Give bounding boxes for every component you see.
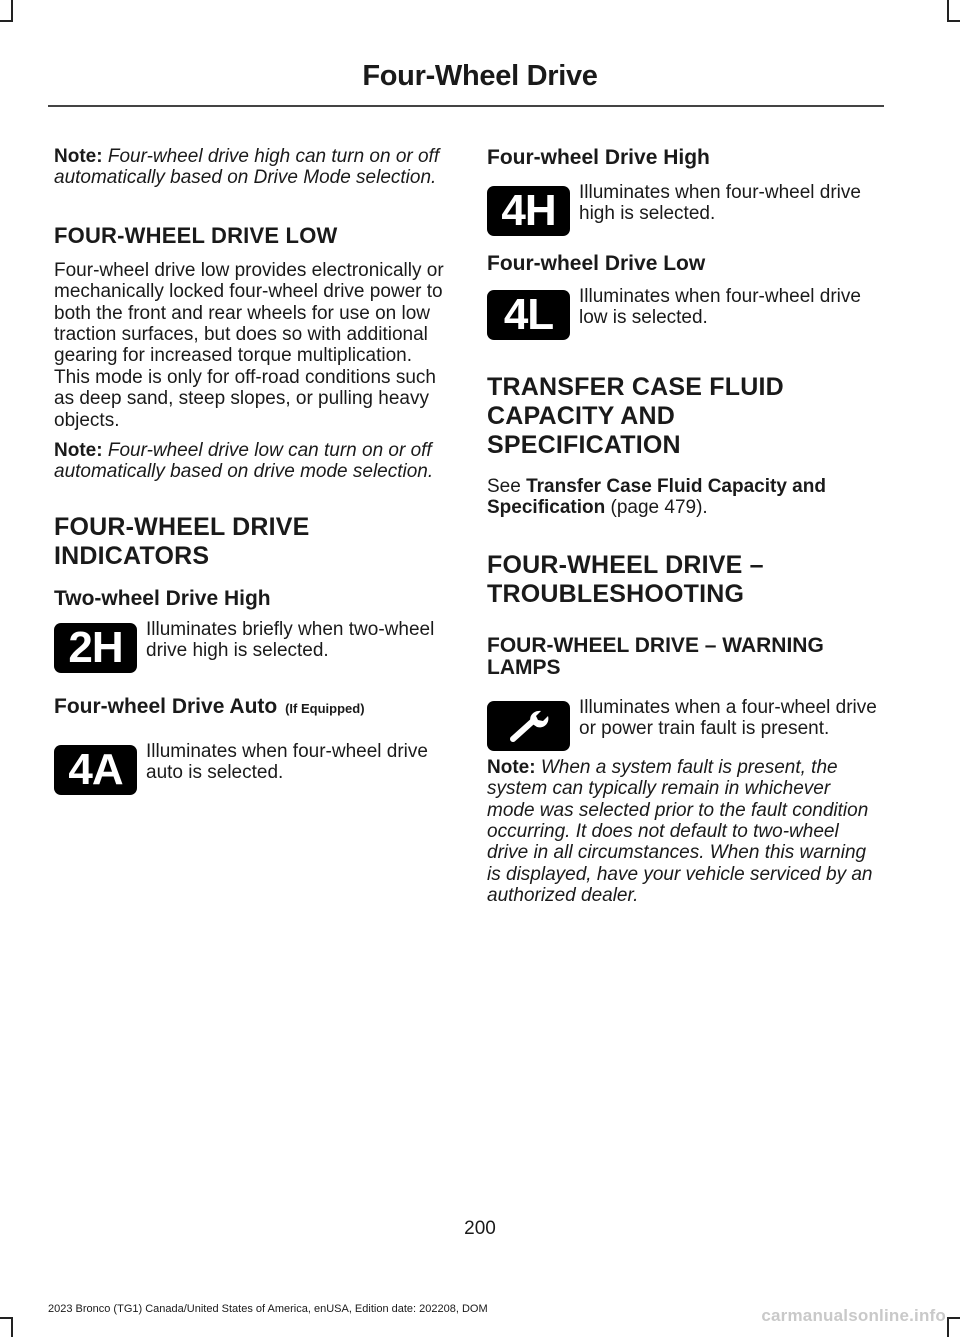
- lamp-4l-icon: 4L: [487, 290, 570, 340]
- crop-mark: [947, 0, 949, 22]
- heading-four-wheel-high: Four-wheel Drive High: [487, 146, 710, 169]
- heading-line: FOUR-WHEEL DRIVE –: [487, 550, 764, 579]
- right-column: [487, 146, 882, 907]
- indicator-warning-lamp: [487, 696, 882, 751]
- heading-line: SPECIFICATION: [487, 431, 681, 459]
- page-number: 200: [464, 1218, 496, 1239]
- note-text: Four-wheel drive high can turn on or off automatically based on Drive Mode selection.: [54, 146, 440, 189]
- heading-four-wheel-auto: [54, 695, 449, 721]
- indicator-four-wheel-low: [487, 286, 882, 340]
- indicator-description: Illuminates when four-wheel drive high is selected.: [579, 182, 861, 225]
- wrench-icon: [503, 708, 555, 744]
- heading-text: Four-wheel Drive Auto: [54, 694, 278, 718]
- lamp-4h-icon: 4H: [487, 186, 570, 236]
- note-text: Four-wheel drive low can turn on or off automatically based on drive mode selection.: [54, 440, 434, 483]
- heading-line: INDICATORS: [54, 541, 210, 570]
- see-text: See: [487, 476, 521, 497]
- heading-transfer-case: [487, 373, 882, 460]
- lamp-2h-icon: 2H: [54, 623, 137, 673]
- if-equipped-label: (If Equipped): [285, 700, 365, 716]
- heading-indicators: [54, 513, 449, 571]
- note-drive-mode-low: [54, 440, 449, 483]
- indicator-two-wheel-high: [54, 618, 449, 673]
- heading-line: CAPACITY AND: [487, 402, 676, 430]
- heading-four-wheel-low: Four-wheel Drive Low: [487, 252, 706, 275]
- heading-line: FOUR-WHEEL DRIVE: [54, 512, 310, 541]
- crop-mark: [11, 0, 13, 22]
- note-label: Note:: [54, 146, 103, 167]
- crop-mark: [0, 20, 13, 22]
- indicator-description: Illuminates when four-wheel drive auto is selected.: [146, 740, 428, 784]
- watermark: carmanualsonline.info: [761, 1306, 946, 1325]
- page-title: Four-Wheel Drive: [362, 60, 598, 92]
- note-system-fault: [487, 757, 882, 907]
- heading-troubleshooting: [487, 551, 882, 609]
- heading-two-wheel-high: Two-wheel Drive High: [54, 586, 271, 610]
- note-text: When a system fault is present, the system can typically remain in whichever mode was selected prior to the fault condition occurring. It does not default to two-wheel drive in all circumstances. When this warning is displayed, have your vehicle serviced by an authorized dealer.: [487, 756, 873, 907]
- heading-line: TRANSFER CASE FLUID: [487, 373, 784, 401]
- left-column: [54, 146, 449, 795]
- crop-mark: [11, 1317, 13, 1337]
- cross-reference-link[interactable]: Transfer Case Fluid Capacity and Specification: [487, 476, 826, 519]
- body-four-wheel-drive-low: Four-wheel drive low provides electronically or mechanically locked four-wheel drive power to both the front and rear wheels for use on low traction surfaces, but does so with additional gearing for increased torque multiplication. This mode is only for off-road conditions such as deep sand, steep slopes, or pulling heavy objects.: [54, 259, 444, 431]
- crop-mark: [947, 1317, 949, 1337]
- wrench-icon: [487, 701, 570, 751]
- note-label: Note:: [54, 440, 103, 462]
- heading-four-wheel-drive-low: FOUR-WHEEL DRIVE LOW: [54, 222, 338, 248]
- indicator-description: Illuminates when four-wheel drive low is selected.: [579, 286, 861, 329]
- lamp-4a-icon: 4A: [54, 745, 137, 795]
- footer-edition: 2023 Bronco (TG1) Canada/United States of America, enUSA, Edition date: 202208, DOM: [48, 1303, 488, 1315]
- page-reference: (page 479).: [610, 497, 708, 519]
- note-drive-mode: [54, 146, 449, 189]
- indicator-description: Illuminates when a four-wheel drive or power train fault is present.: [579, 696, 877, 740]
- note-label: Note:: [487, 756, 536, 778]
- indicator-four-wheel-auto: [54, 740, 449, 795]
- indicator-description: Illuminates briefly when two-wheel drive high is selected.: [146, 618, 435, 662]
- crop-mark: [947, 20, 960, 22]
- transfer-case-reference: [487, 476, 882, 519]
- crop-mark: [0, 1317, 13, 1319]
- header-divider: [48, 105, 884, 107]
- heading-line: TROUBLESHOOTING: [487, 579, 745, 608]
- heading-warning-lamps: FOUR-WHEEL DRIVE – WARNING LAMPS: [487, 633, 824, 679]
- indicator-four-wheel-high: [487, 182, 882, 236]
- crop-mark: [947, 1317, 960, 1319]
